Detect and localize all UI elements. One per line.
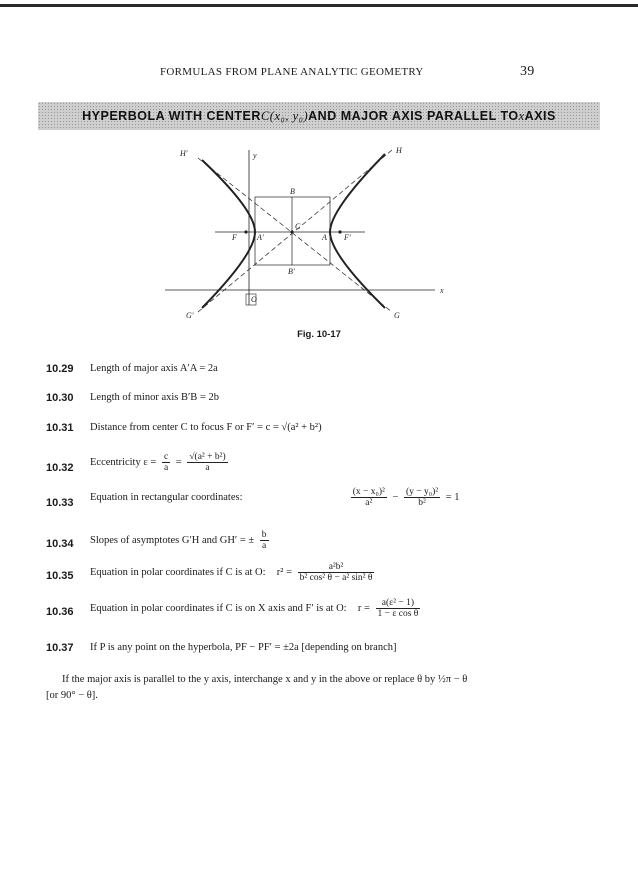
formula-number: 10.29 [46, 363, 74, 375]
formula-text: Distance from center C to focus F or F′ = c = √(a² + b²) [90, 422, 322, 433]
formula-number: 10.35 [46, 570, 74, 582]
denominator: a [163, 463, 169, 473]
formula-text [90, 530, 272, 551]
formula-text [90, 562, 377, 583]
formula-number: 10.34 [46, 538, 74, 550]
fraction-sqrt-over-a [187, 452, 227, 473]
denominator: 1 − ε cos θ [377, 609, 419, 619]
fraction-c-over-a [162, 452, 170, 473]
footnote-line-1: If the major axis is parallel to the y axis, interchange x and y in the above or replace θ by ½π − θ [62, 674, 468, 685]
formula-prefix: Equation in rectangular coordinates: [90, 491, 243, 503]
denominator: b² cos² θ − a² sin² θ [299, 573, 373, 583]
formula-number: 10.36 [46, 606, 74, 618]
formula-prefix: Equation in polar coordinates if C is at O: [90, 566, 266, 578]
label-h-prime: H' [180, 149, 188, 158]
fraction-x-term [351, 487, 387, 508]
section-title-part-1: HYPERBOLA WITH CENTER [82, 109, 261, 123]
section-title-axis: x [518, 108, 525, 123]
formula-text: Length of major axis A′A = 2a [90, 363, 218, 374]
label-x: x [440, 286, 444, 295]
formula-prefix: Slopes of asymptotes G′H and GH′ = ± [90, 534, 255, 546]
equals: = [175, 456, 182, 468]
fraction-polar-focus [376, 598, 421, 619]
formula-text: Length of minor axis B′B = 2b [90, 392, 219, 403]
denominator: a [262, 541, 267, 551]
formula-number: 10.32 [46, 462, 74, 474]
denominator: a [205, 463, 210, 473]
label-b-prime: B' [288, 267, 295, 276]
numerator: b [261, 530, 267, 540]
formula-prefix: Equation in polar coordinates if C is on X axis and F′ is at O: [90, 602, 347, 614]
section-title-part-3: AXIS [524, 109, 556, 123]
formula-text [90, 452, 231, 473]
label-f: F [232, 233, 237, 242]
numerator: a(ε² − 1) [376, 598, 421, 609]
focus-f-point [244, 230, 247, 233]
hyperbola-left-branch [202, 160, 255, 308]
section-title-center: C(x₀, y₀) [260, 108, 309, 123]
label-c: C [295, 222, 301, 231]
formula-text [90, 598, 423, 619]
label-o: O [251, 295, 257, 304]
numerator: √(a² + b²) [189, 452, 226, 462]
figure-caption: Fig. 10-17 [297, 329, 341, 340]
formula-number: 10.30 [46, 392, 74, 404]
footnote-paragraph [46, 672, 606, 704]
fraction-b-over-a [260, 530, 269, 551]
fraction-y-term [404, 487, 440, 508]
label-f-prime: F' [344, 233, 351, 242]
right-hand-side: = 1 [445, 491, 460, 503]
focus-f-prime-point [338, 230, 341, 233]
hyperbola-figure [150, 140, 460, 325]
asymptote-g-prime-h [198, 150, 392, 312]
asymptote-gh-prime [198, 158, 392, 312]
top-rule [0, 4, 638, 7]
label-a: A [322, 233, 327, 242]
label-g-prime: G' [186, 311, 194, 320]
numerator: c [163, 452, 169, 462]
footnote-line-2: [or 90° − θ]. [46, 690, 98, 701]
label-a-prime: A' [257, 233, 264, 242]
formula-number: 10.37 [46, 642, 74, 654]
fraction-polar [298, 562, 375, 583]
formula-text [90, 487, 460, 508]
numerator: (x − x₀)² [352, 487, 385, 497]
formula-number: 10.31 [46, 422, 74, 434]
formula-prefix: Eccentricity ε = [90, 456, 157, 468]
section-title-part-2: AND MAJOR AXIS PARALLEL TO [308, 109, 519, 123]
running-title: FORMULAS FROM PLANE ANALYTIC GEOMETRY [160, 66, 424, 78]
label-h: H [396, 146, 402, 155]
formula-number: 10.33 [46, 497, 74, 509]
label-g: G [394, 311, 400, 320]
minus-sign: − [392, 491, 399, 503]
denominator: b² [418, 498, 426, 508]
section-title-banner [38, 102, 600, 130]
denominator: a² [365, 498, 373, 508]
center-point [290, 230, 293, 233]
lhs: r = [357, 602, 370, 614]
numerator: a²b² [298, 562, 375, 573]
page-number: 39 [520, 64, 535, 79]
numerator: (y − y₀)² [406, 487, 439, 497]
label-y: y [253, 151, 257, 160]
lhs: r² = [276, 566, 292, 578]
formula-text: If P is any point on the hyperbola, PF − PF′ = ±2a [depending on branch] [90, 642, 397, 653]
label-b: B [290, 187, 295, 196]
